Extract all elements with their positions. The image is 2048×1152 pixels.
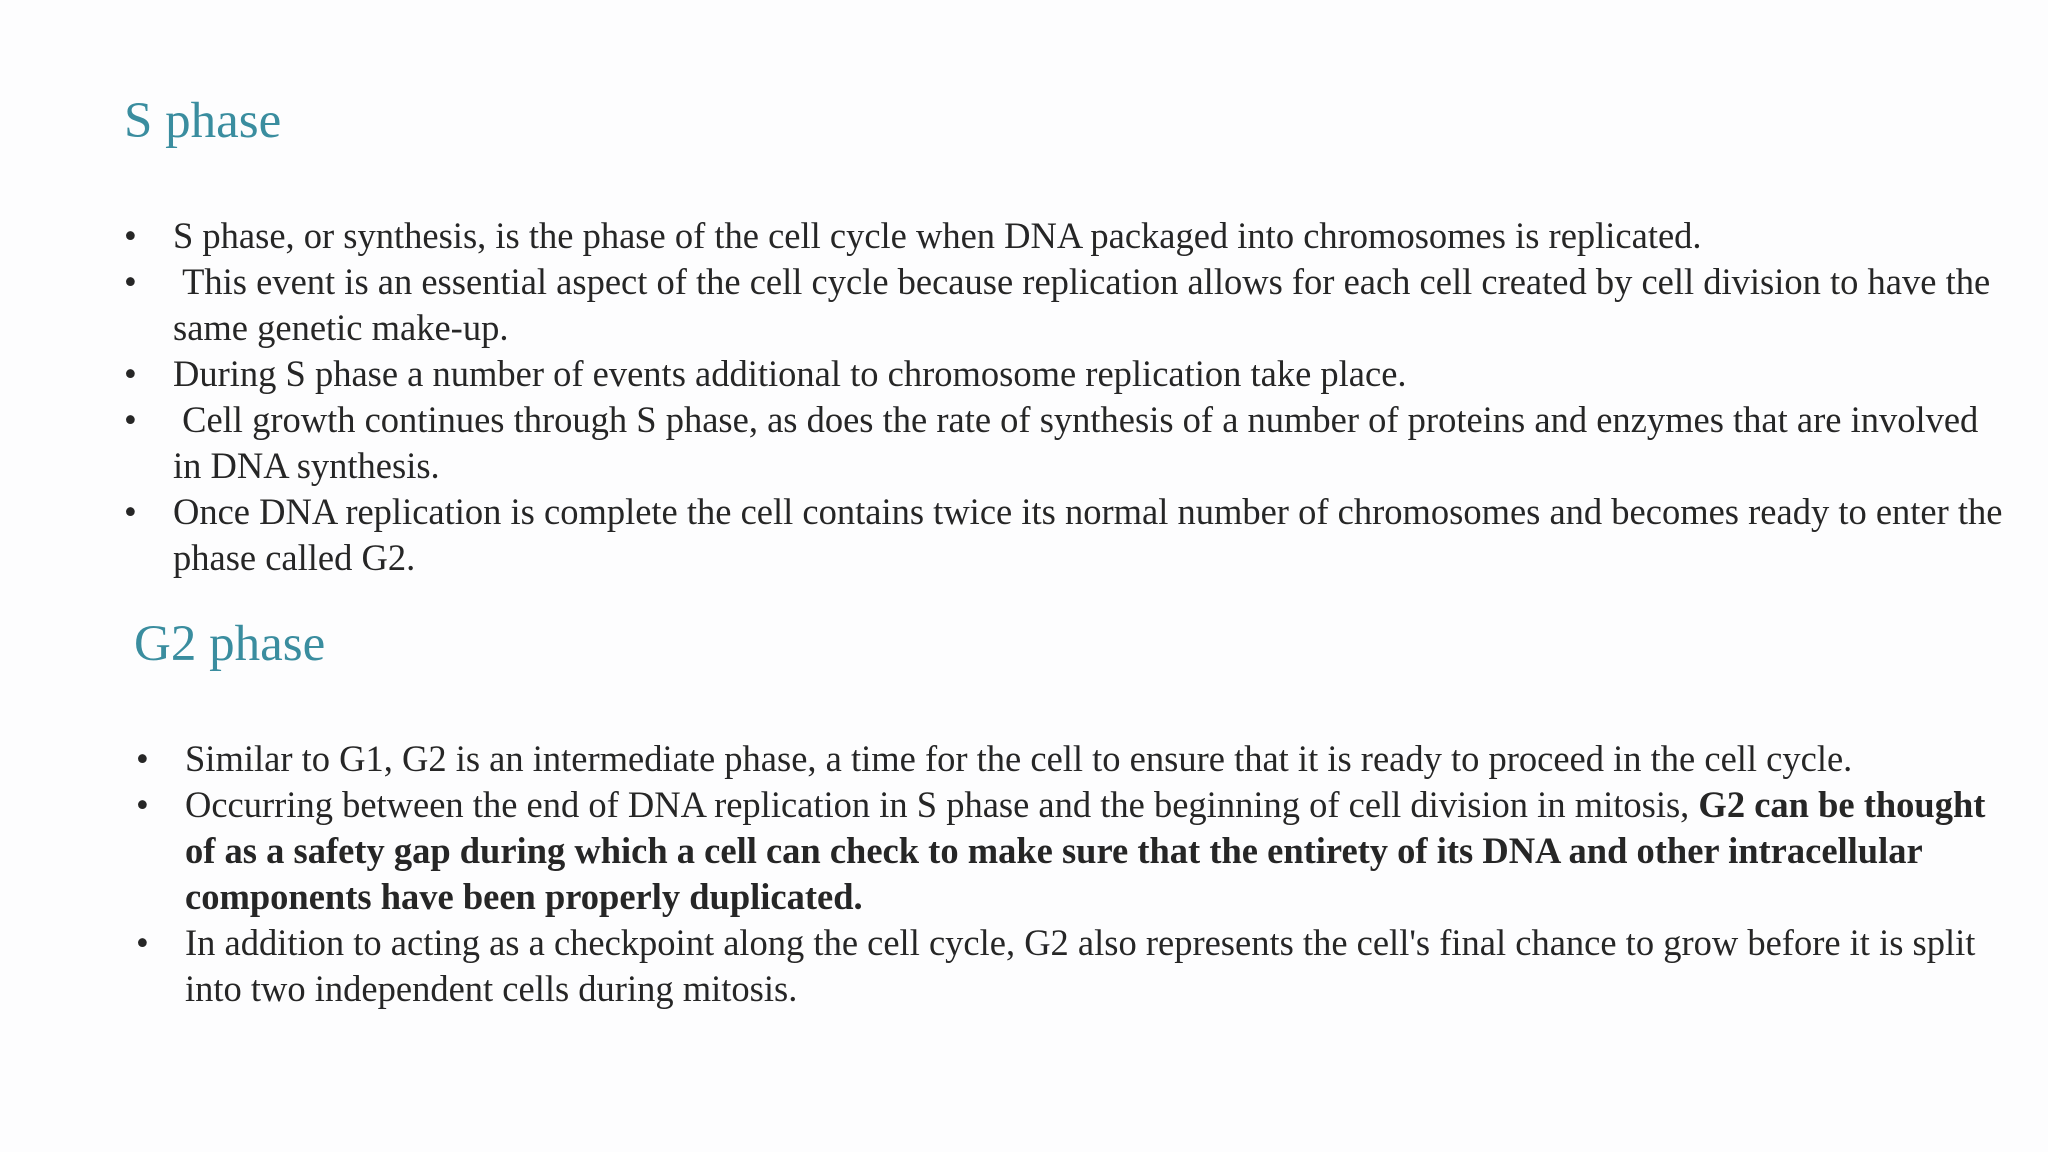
bullet-text: Once DNA replication is complete the cell contains twice its normal number of chromosomes and becomes ready to enter the phase called G2. — [173, 491, 2003, 578]
s-phase-bullet-list — [124, 213, 2004, 581]
bullet-icon: • — [136, 738, 149, 779]
bullet-icon: • — [124, 353, 137, 394]
bullet-bold-text: G2 can be thought of as a safety gap during which a cell can check to make sure that the entirety of its DNA and other intracellular components have been properly duplicated. — [185, 784, 1986, 917]
bullet-text: Similar to G1, G2 is an intermediate phase, a time for the cell to ensure that it is ready to proceed in the cell cycle. — [185, 738, 1853, 779]
list-item — [124, 397, 2004, 489]
bullet-text: S phase, or synthesis, is the phase of the cell cycle when DNA packaged into chromosomes is replicated. — [173, 215, 1702, 256]
list-item — [136, 920, 2006, 1012]
g2-phase-bullet-list — [136, 736, 2006, 1012]
list-item — [136, 736, 2006, 782]
list-item — [124, 259, 2004, 351]
g2-phase-heading: G2 phase — [134, 616, 326, 672]
bullet-text: Occurring between the end of DNA replication in S phase and the beginning of cell division in mitosis, — [185, 784, 1699, 825]
s-phase-heading: S phase — [124, 93, 282, 149]
bullet-text: This event is an essential aspect of the cell cycle because replication allows for each cell created by cell division to have the same genetic make-up. — [173, 261, 2000, 348]
bullet-text: In addition to acting as a checkpoint along the cell cycle, G2 also represents the cell's final chance to grow before it is split into two independent cells during mitosis. — [185, 922, 1976, 1009]
list-item — [124, 351, 2004, 397]
bullet-icon: • — [124, 215, 137, 256]
bullet-icon: • — [136, 922, 149, 963]
bullet-icon: • — [124, 261, 137, 302]
list-item — [124, 213, 2004, 259]
bullet-icon: • — [136, 784, 149, 825]
bullet-icon: • — [124, 399, 137, 440]
list-item — [136, 782, 2006, 920]
bullet-icon: • — [124, 491, 137, 532]
bullet-text: During S phase a number of events additional to chromosome replication take place. — [173, 353, 1407, 394]
list-item — [124, 489, 2004, 581]
bullet-text: Cell growth continues through S phase, as does the rate of synthesis of a number of proteins and enzymes that are involved in DNA synthesis. — [173, 399, 1988, 486]
